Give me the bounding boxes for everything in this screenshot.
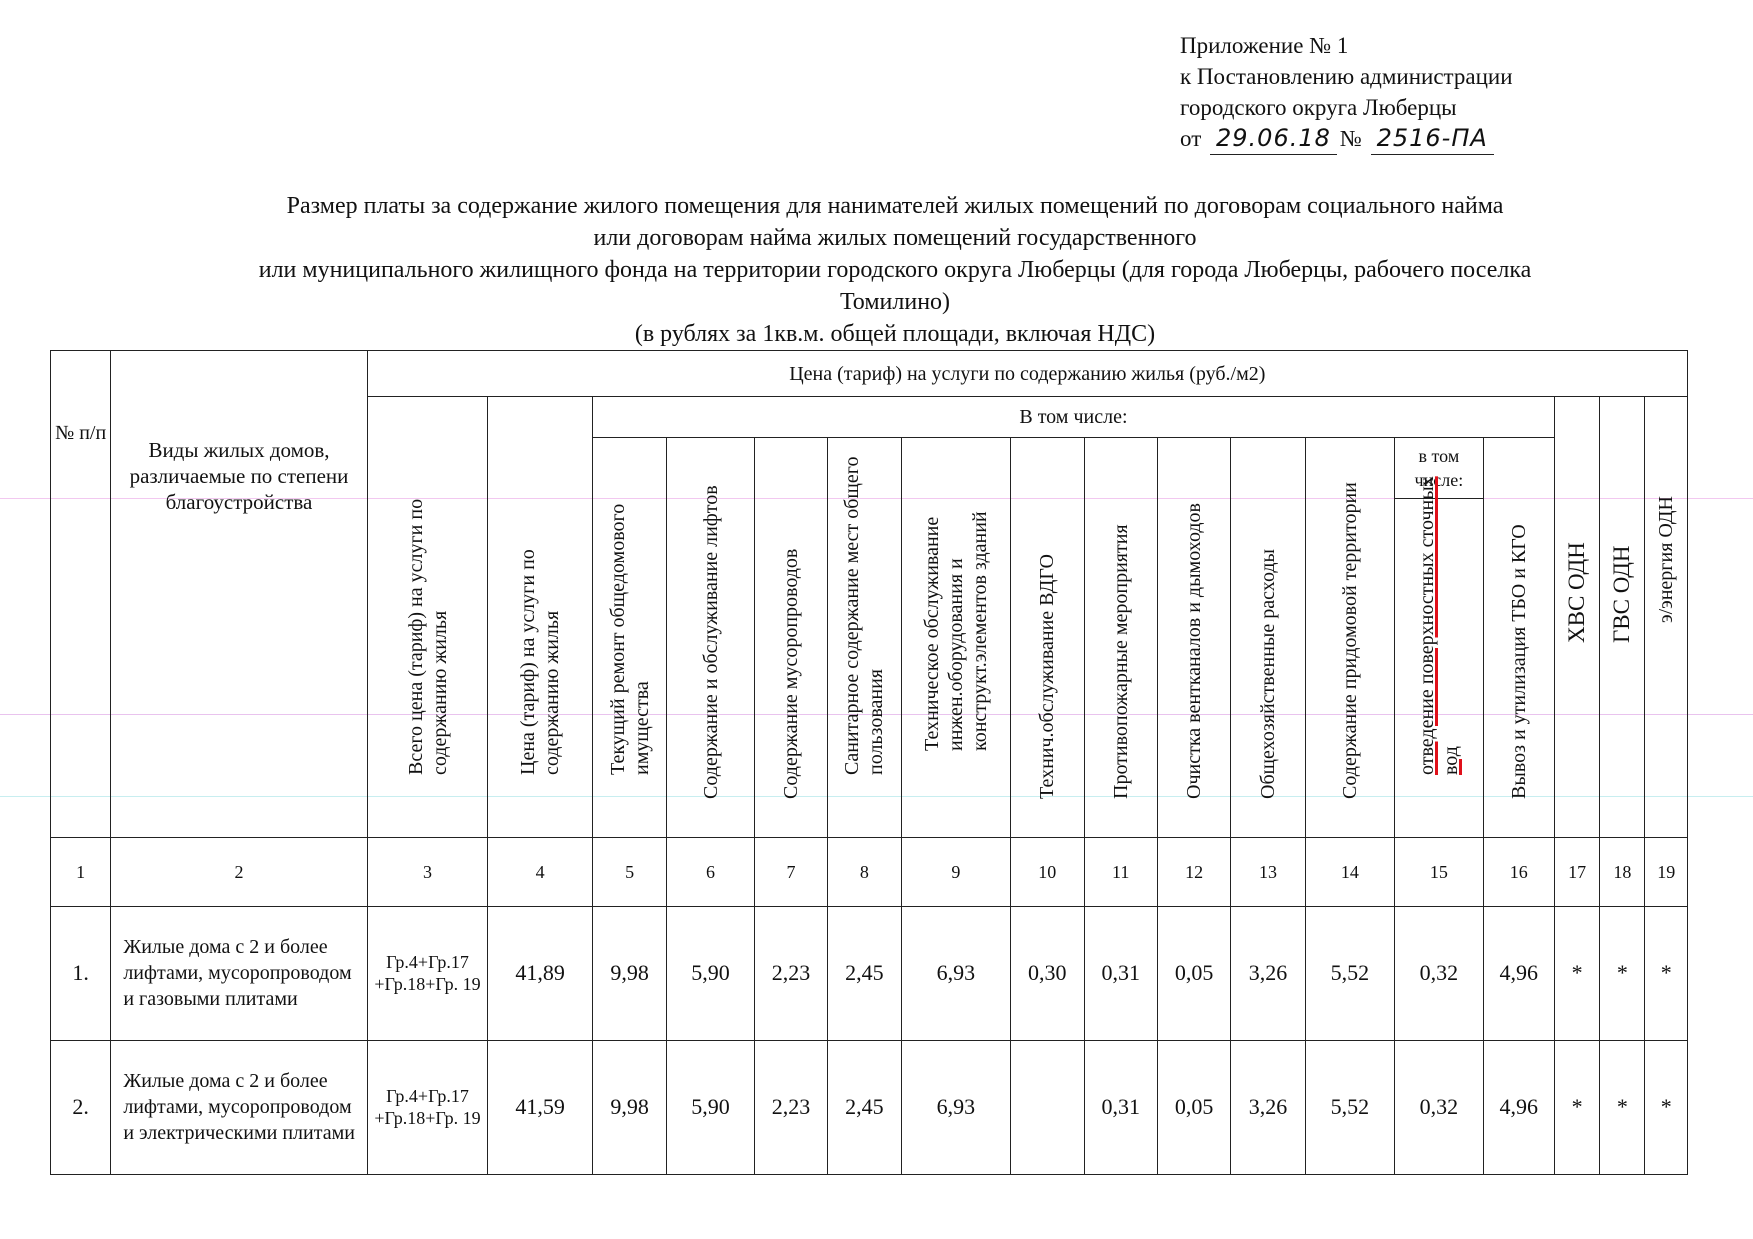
cell-value: 2,23 xyxy=(754,906,827,1040)
column-number: 6 xyxy=(667,838,754,907)
cell-value: 4,96 xyxy=(1483,1040,1554,1174)
title-line-3: или муниципального жилищного фонда на территории городского округа Люберцы (для города Люберцы, рабочего поселка xyxy=(258,257,1532,283)
cell-value: 6,93 xyxy=(901,1040,1011,1174)
cell-value: * xyxy=(1600,1040,1645,1174)
total-formula: Гр.4+Гр.17 +Гр.18+Гр. 19 xyxy=(367,906,488,1040)
cell-value: 2,23 xyxy=(754,1040,827,1174)
cell-value: 9,98 xyxy=(592,1040,666,1174)
cell-value: 0,05 xyxy=(1157,1040,1230,1174)
from-label: от xyxy=(1180,126,1202,151)
cell-value: * xyxy=(1554,906,1599,1040)
column-number: 4 xyxy=(488,838,593,907)
header-col-17: ХВС ОДН xyxy=(1554,397,1599,838)
header-price: Цена (тариф) на услуги по содержанию жилья (руб./м2) xyxy=(367,351,1687,397)
header-col-4: Цена (тариф) на услуги по содержанию жилья xyxy=(488,397,593,838)
header-col-11: Противопожарные мероприятия xyxy=(1084,437,1157,838)
column-number: 11 xyxy=(1084,838,1157,907)
cell-value: * xyxy=(1645,1040,1688,1174)
cell-value xyxy=(1011,1040,1084,1174)
header-number: № п/п xyxy=(51,351,111,838)
column-number: 1 xyxy=(51,838,111,907)
appendix-line-1: Приложение № 1 xyxy=(1180,33,1349,58)
cell-value: 0,31 xyxy=(1084,1040,1157,1174)
cell-value: 0,30 xyxy=(1011,906,1084,1040)
header-col-9: Техническое обслуживание инжен.оборудования и конструкт.элементов зданий xyxy=(901,437,1011,838)
appendix-line-2: к Постановлению администрации xyxy=(1180,64,1513,89)
row-number: 1. xyxy=(51,906,111,1040)
cell-value: 5,52 xyxy=(1305,906,1394,1040)
header-col-7: Содержание мусоропроводов xyxy=(754,437,827,838)
cell-value: 5,52 xyxy=(1305,1040,1394,1174)
cell-value: * xyxy=(1645,906,1688,1040)
header-col-19: э/энергия ОДН xyxy=(1645,397,1688,838)
cell-value: 9,98 xyxy=(592,906,666,1040)
tariff-table xyxy=(50,350,1688,1175)
header-row-1 xyxy=(51,351,1688,397)
column-number: 17 xyxy=(1554,838,1599,907)
header-col-6: Содержание и обслуживание лифтов xyxy=(667,437,754,838)
cell-value: 6,93 xyxy=(901,906,1011,1040)
header-col-13: Общехозяйственные расходы xyxy=(1231,437,1305,838)
header-col-12: Очистка вентканалов и дымоходов xyxy=(1157,437,1230,838)
column-number: 8 xyxy=(828,838,901,907)
column-number: 16 xyxy=(1483,838,1554,907)
cell-value: 41,89 xyxy=(488,906,593,1040)
column-number: 13 xyxy=(1231,838,1305,907)
column-number: 9 xyxy=(901,838,1011,907)
header-col-16: Вывоз и утилизация ТБО и КГО xyxy=(1483,437,1554,838)
cell-value: 0,32 xyxy=(1395,906,1483,1040)
handwritten-date: 29.06.18 xyxy=(1210,123,1337,155)
cell-value: 5,90 xyxy=(667,1040,754,1174)
column-number: 10 xyxy=(1011,838,1084,907)
title-line-4: Томилино) xyxy=(839,289,951,315)
column-number: 3 xyxy=(367,838,488,907)
title-line-2: или договорам найма жилых помещений государственного xyxy=(593,225,1197,251)
cell-value: 2,45 xyxy=(828,1040,901,1174)
cell-value: 0,05 xyxy=(1157,906,1230,1040)
header-including-sub: в том числе: xyxy=(1395,437,1483,498)
appendix-header xyxy=(1180,30,1700,155)
cell-value: 41,59 xyxy=(488,1040,593,1174)
number-label: № xyxy=(1339,126,1362,151)
house-type: Жилые дома с 2 и более лифтами, мусоропроводом и электрическими плитами xyxy=(111,1040,367,1174)
header-col-15: отведение поверхностных сточных вод xyxy=(1395,498,1483,838)
header-col-10: Технич.обслуживание ВДГО xyxy=(1011,437,1084,838)
cell-value: * xyxy=(1554,1040,1599,1174)
appendix-date-line xyxy=(1180,123,1700,155)
table-row xyxy=(51,1040,1688,1174)
header-col-8: Санитарное содержание мест общего пользования xyxy=(828,437,901,838)
header-including: В том числе: xyxy=(592,397,1554,437)
column-number: 12 xyxy=(1157,838,1230,907)
cell-value: * xyxy=(1600,906,1645,1040)
appendix-line-3: городского округа Люберцы xyxy=(1180,95,1457,120)
header-col-18: ГВС ОДН xyxy=(1600,397,1645,838)
column-number: 5 xyxy=(592,838,666,907)
table-row xyxy=(51,906,1688,1040)
header-house-type: Виды жилых домов, различаемые по степени благоустройства xyxy=(111,351,367,838)
column-number: 2 xyxy=(111,838,367,907)
header-col-5: Текущий ремонт общедомового имущества xyxy=(592,437,666,838)
house-type: Жилые дома с 2 и более лифтами, мусоропроводом и газовыми плитами xyxy=(111,906,367,1040)
cell-value: 5,90 xyxy=(667,906,754,1040)
cell-value: 0,31 xyxy=(1084,906,1157,1040)
document-title xyxy=(90,190,1700,350)
header-col-14: Содержание придомовой территории xyxy=(1305,437,1394,838)
title-line-5: (в рублях за 1кв.м. общей площади, включая НДС) xyxy=(634,321,1156,347)
title-line-1: Размер платы за содержание жилого помещения для нанимателей жилых помещений по договорам социального найма xyxy=(286,193,1504,219)
column-number: 15 xyxy=(1395,838,1483,907)
column-number: 7 xyxy=(754,838,827,907)
column-number: 14 xyxy=(1305,838,1394,907)
cell-value: 3,26 xyxy=(1231,1040,1305,1174)
cell-value: 0,32 xyxy=(1395,1040,1483,1174)
column-number-row xyxy=(51,838,1688,907)
header-col-3: Всего цена (тариф) на услуги по содержанию жилья xyxy=(367,397,488,838)
row-number: 2. xyxy=(51,1040,111,1174)
cell-value: 3,26 xyxy=(1231,906,1305,1040)
cell-value: 4,96 xyxy=(1483,906,1554,1040)
cell-value: 2,45 xyxy=(828,906,901,1040)
handwritten-number: 2516-ПА xyxy=(1371,123,1494,155)
column-number: 18 xyxy=(1600,838,1645,907)
total-formula: Гр.4+Гр.17 +Гр.18+Гр. 19 xyxy=(367,1040,488,1174)
column-number: 19 xyxy=(1645,838,1688,907)
